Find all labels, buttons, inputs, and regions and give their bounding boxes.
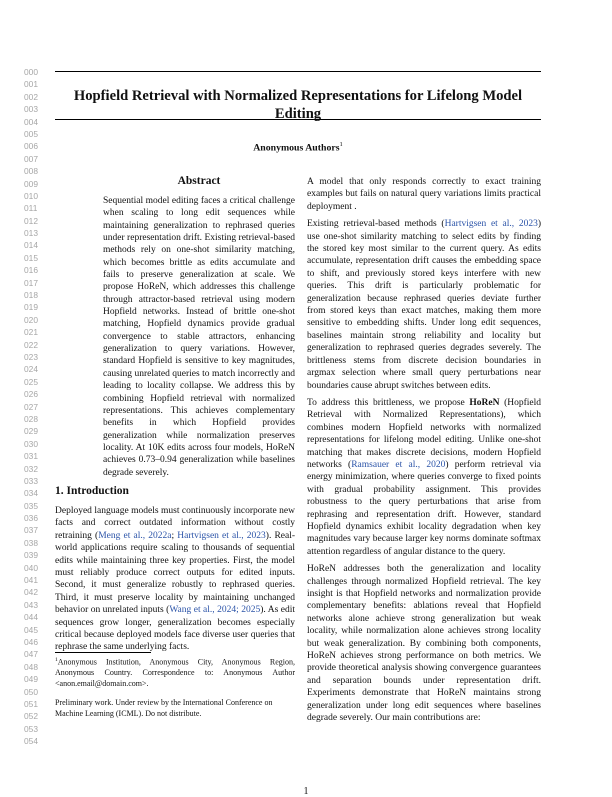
introduction-heading: 1. Introduction — [55, 485, 129, 497]
line-number: 054 — [24, 736, 38, 747]
author-affiliation-marker: 1 — [339, 141, 343, 148]
line-number: 008 — [24, 166, 38, 177]
footnote-rule — [55, 652, 151, 653]
line-number: 023 — [24, 351, 38, 362]
line-number: 030 — [24, 438, 38, 449]
right-column — [307, 176, 541, 729]
line-numbers — [24, 66, 46, 747]
right-paragraph-1 — [307, 218, 541, 392]
line-number: 001 — [24, 79, 38, 90]
line-number: 051 — [24, 698, 38, 709]
line-number: 043 — [24, 599, 38, 610]
intro-text-segment: ). Real-world applications require scaling to thousands of sequential edits while maintaining three key properties. First, the model must reliably produce correct outputs for edited inputs. Second, it must generalize robustly to rephrased queries. Third, it must preserve locality by maintaining unchanged behavior on unrelated inputs ( — [55, 530, 296, 616]
right-paragraph-0: A model that only responds correctly to exact training examples but fails on natural query variations limits practical deployment . — [307, 177, 541, 212]
line-number: 013 — [24, 228, 38, 239]
line-number: 000 — [24, 67, 38, 77]
text-segment: ) use one-shot similarity matching to select edits by finding the stored key most similar to the current query. As edits accumulate, representation drift causes the embedding space to shift, and previously stored keys interfere with new queries. This drift is particularly problematic for generalization because rephrased queries deviate further from stored keys than exact matches, making them more sensitive to embedding shifts. Under long edit sequences, baselines maintain strong reliability and locality but generalization to rephrased queries degrades severely. The brittleness stems from discrete decision boundaries in argmax selection where small query perturbations near boundaries cause abrupt switches between edits. — [307, 219, 541, 391]
line-number: 048 — [24, 661, 38, 672]
line-number: 033 — [24, 475, 38, 486]
line-number: 038 — [24, 537, 38, 548]
title-top-rule — [55, 71, 541, 72]
text-segment: To address this brittleness, we propose — [307, 397, 470, 408]
line-number: 011 — [24, 203, 38, 214]
line-number: 002 — [24, 91, 38, 102]
line-number: 040 — [24, 562, 38, 573]
line-number: 004 — [24, 116, 38, 127]
abstract-text: Sequential model editing faces a critical challenge when scaling to long edit sequences while maintaining generalization to rephrased queries under representation drift. Existing retrieval-based methods rely on one-shot similarity matching, which becomes brittle as edits accumulate and fails to preserve generalization at scale. We propose HoReN, which addresses this challenge through attractor-based retrieval using modern Hopfield networks. Instead of brittle one-shot matching, Hopfield dynamics provide gradual convergence to stable attractors, enhancing generalization to query variations. However, standard Hopfield is sensitive to key magnitudes, causing unrelated queries to match incorrectly and leading to locality collapse. We address this by combining Hopfield retrieval with normalized representations. This achieves complementary benefits in which Hopfield provides generalization while normalization preserves locality. At 10K edits across four models, HoReN achieves 0.73–0.94 generalization while baselines degrade severely. — [103, 196, 295, 478]
review-notice: Preliminary work. Under review by the International Conference on Machine Learning (ICML). Do not distribute. — [55, 698, 273, 718]
line-number: 047 — [24, 649, 38, 660]
line-number: 005 — [24, 128, 38, 139]
line-number: 029 — [24, 426, 38, 437]
line-number: 006 — [24, 141, 38, 152]
line-number: 028 — [24, 413, 38, 424]
citation-link[interactable]: Wang et al., 2024; 2025 — [169, 605, 261, 616]
abstract-heading: Abstract — [177, 175, 221, 187]
line-number: 036 — [24, 513, 38, 524]
footnote-text: Anonymous Institution, Anonymous City, Anonymous Region, Anonymous Country. Correspondence to: Anonymous Author <anon.email@domain.com>. — [55, 657, 295, 689]
citation-link[interactable]: Meng et al., 2022a — [98, 530, 172, 541]
line-number: 019 — [24, 302, 38, 313]
line-number: 050 — [24, 686, 38, 697]
line-number: 020 — [24, 314, 38, 325]
affiliation-footnote — [55, 655, 295, 690]
line-number: 045 — [24, 624, 38, 635]
right-paragraph-2 — [307, 397, 541, 558]
line-number: 012 — [24, 215, 38, 226]
footnote-marker: 1 — [55, 657, 58, 663]
page-number: 1 — [303, 786, 309, 797]
line-number: 016 — [24, 265, 38, 276]
citation-link[interactable]: Hartvigsen et al., 2023 — [177, 530, 266, 541]
intro-text-segment: Deployed language models must continuously incorporate new facts and correct outdated information without costly retraining ( — [55, 506, 295, 541]
text-segment: ) perform retrieval via energy minimization, where queries converge to fixed points with gradual probability assignment. This provides robustness to the query perturbations that arise from rephrasing and representation drift. However, standard Hopfield dynamics exhibit locality degradation when key magnitudes vary because larger key norms dominate softmax attention regardless of angular distance to the query. — [307, 459, 541, 557]
citation-link[interactable]: Hartvigsen et al., 2023 — [444, 219, 538, 230]
line-number: 021 — [24, 327, 38, 338]
text-segment: Existing retrieval-based methods ( — [307, 219, 445, 230]
text-segment: (Hopfield Retrieval with Normalized Representations), which combines modern Hopfield networks with normalized representations for lifelong model editing. Unlike one-shot matching that makes discrete decisions, modern Hopfield networks ( — [307, 397, 542, 470]
line-number: 041 — [24, 575, 38, 586]
line-number: 046 — [24, 636, 38, 647]
right-paragraph-3: HoReN addresses both the generalization and locality challenges through normalized Hopfield retrieval. The key insight is that Hopfield networks and normalization provide complementary benefits: ablations reveal that Hopfield networks alone achieve strong generalization but weak locality, while normalization alone achieves strong locality but weak generalization. By combining both components, HoReN achieves strong performance on both metrics. We provide theoretical analysis showing convergence guarantees and separation bounds under representation drift. Experiments demonstrate that HoReN maintains strong generalization under long edit sequences where baselines degrade severely. Our main contributions are: — [307, 564, 541, 724]
author-line — [55, 141, 541, 153]
line-number: 035 — [24, 500, 38, 511]
line-number: 017 — [24, 277, 38, 288]
line-number: 007 — [24, 153, 38, 164]
line-number: 027 — [24, 401, 38, 412]
method-name: HoReN — [469, 397, 500, 408]
line-number: 009 — [24, 178, 38, 189]
line-number: 022 — [24, 339, 38, 350]
line-number: 014 — [24, 240, 38, 251]
intro-text-segment: ). As edit sequences grow longer, generalization becomes especially critical because deployed models face diverse user queries that rephrase the same underlying facts. — [55, 605, 296, 653]
line-number: 026 — [24, 389, 38, 400]
line-number: 049 — [24, 674, 38, 685]
line-number: 015 — [24, 252, 38, 263]
line-number: 034 — [24, 488, 38, 499]
line-number: 052 — [24, 711, 38, 722]
paper-title: Hopfield Retrieval with Normalized Representations for Lifelong Model Editing — [73, 88, 523, 122]
line-number: 037 — [24, 525, 38, 536]
title-bottom-rule — [55, 119, 541, 120]
line-number: 053 — [24, 723, 38, 734]
line-number: 010 — [24, 190, 38, 201]
line-number: 032 — [24, 463, 38, 474]
citation-link[interactable]: Ramsauer et al., 2020 — [351, 459, 446, 470]
author-names: Anonymous Authors — [253, 142, 340, 154]
line-number: 024 — [24, 364, 38, 375]
line-number: 031 — [24, 451, 38, 462]
line-number: 025 — [24, 376, 38, 387]
line-number: 042 — [24, 587, 38, 598]
line-number: 039 — [24, 550, 38, 561]
line-number: 003 — [24, 104, 38, 115]
intro-text-segment: ; — [171, 530, 178, 541]
introduction-paragraph — [55, 505, 295, 654]
line-number: 044 — [24, 612, 38, 623]
line-number: 018 — [24, 290, 38, 301]
